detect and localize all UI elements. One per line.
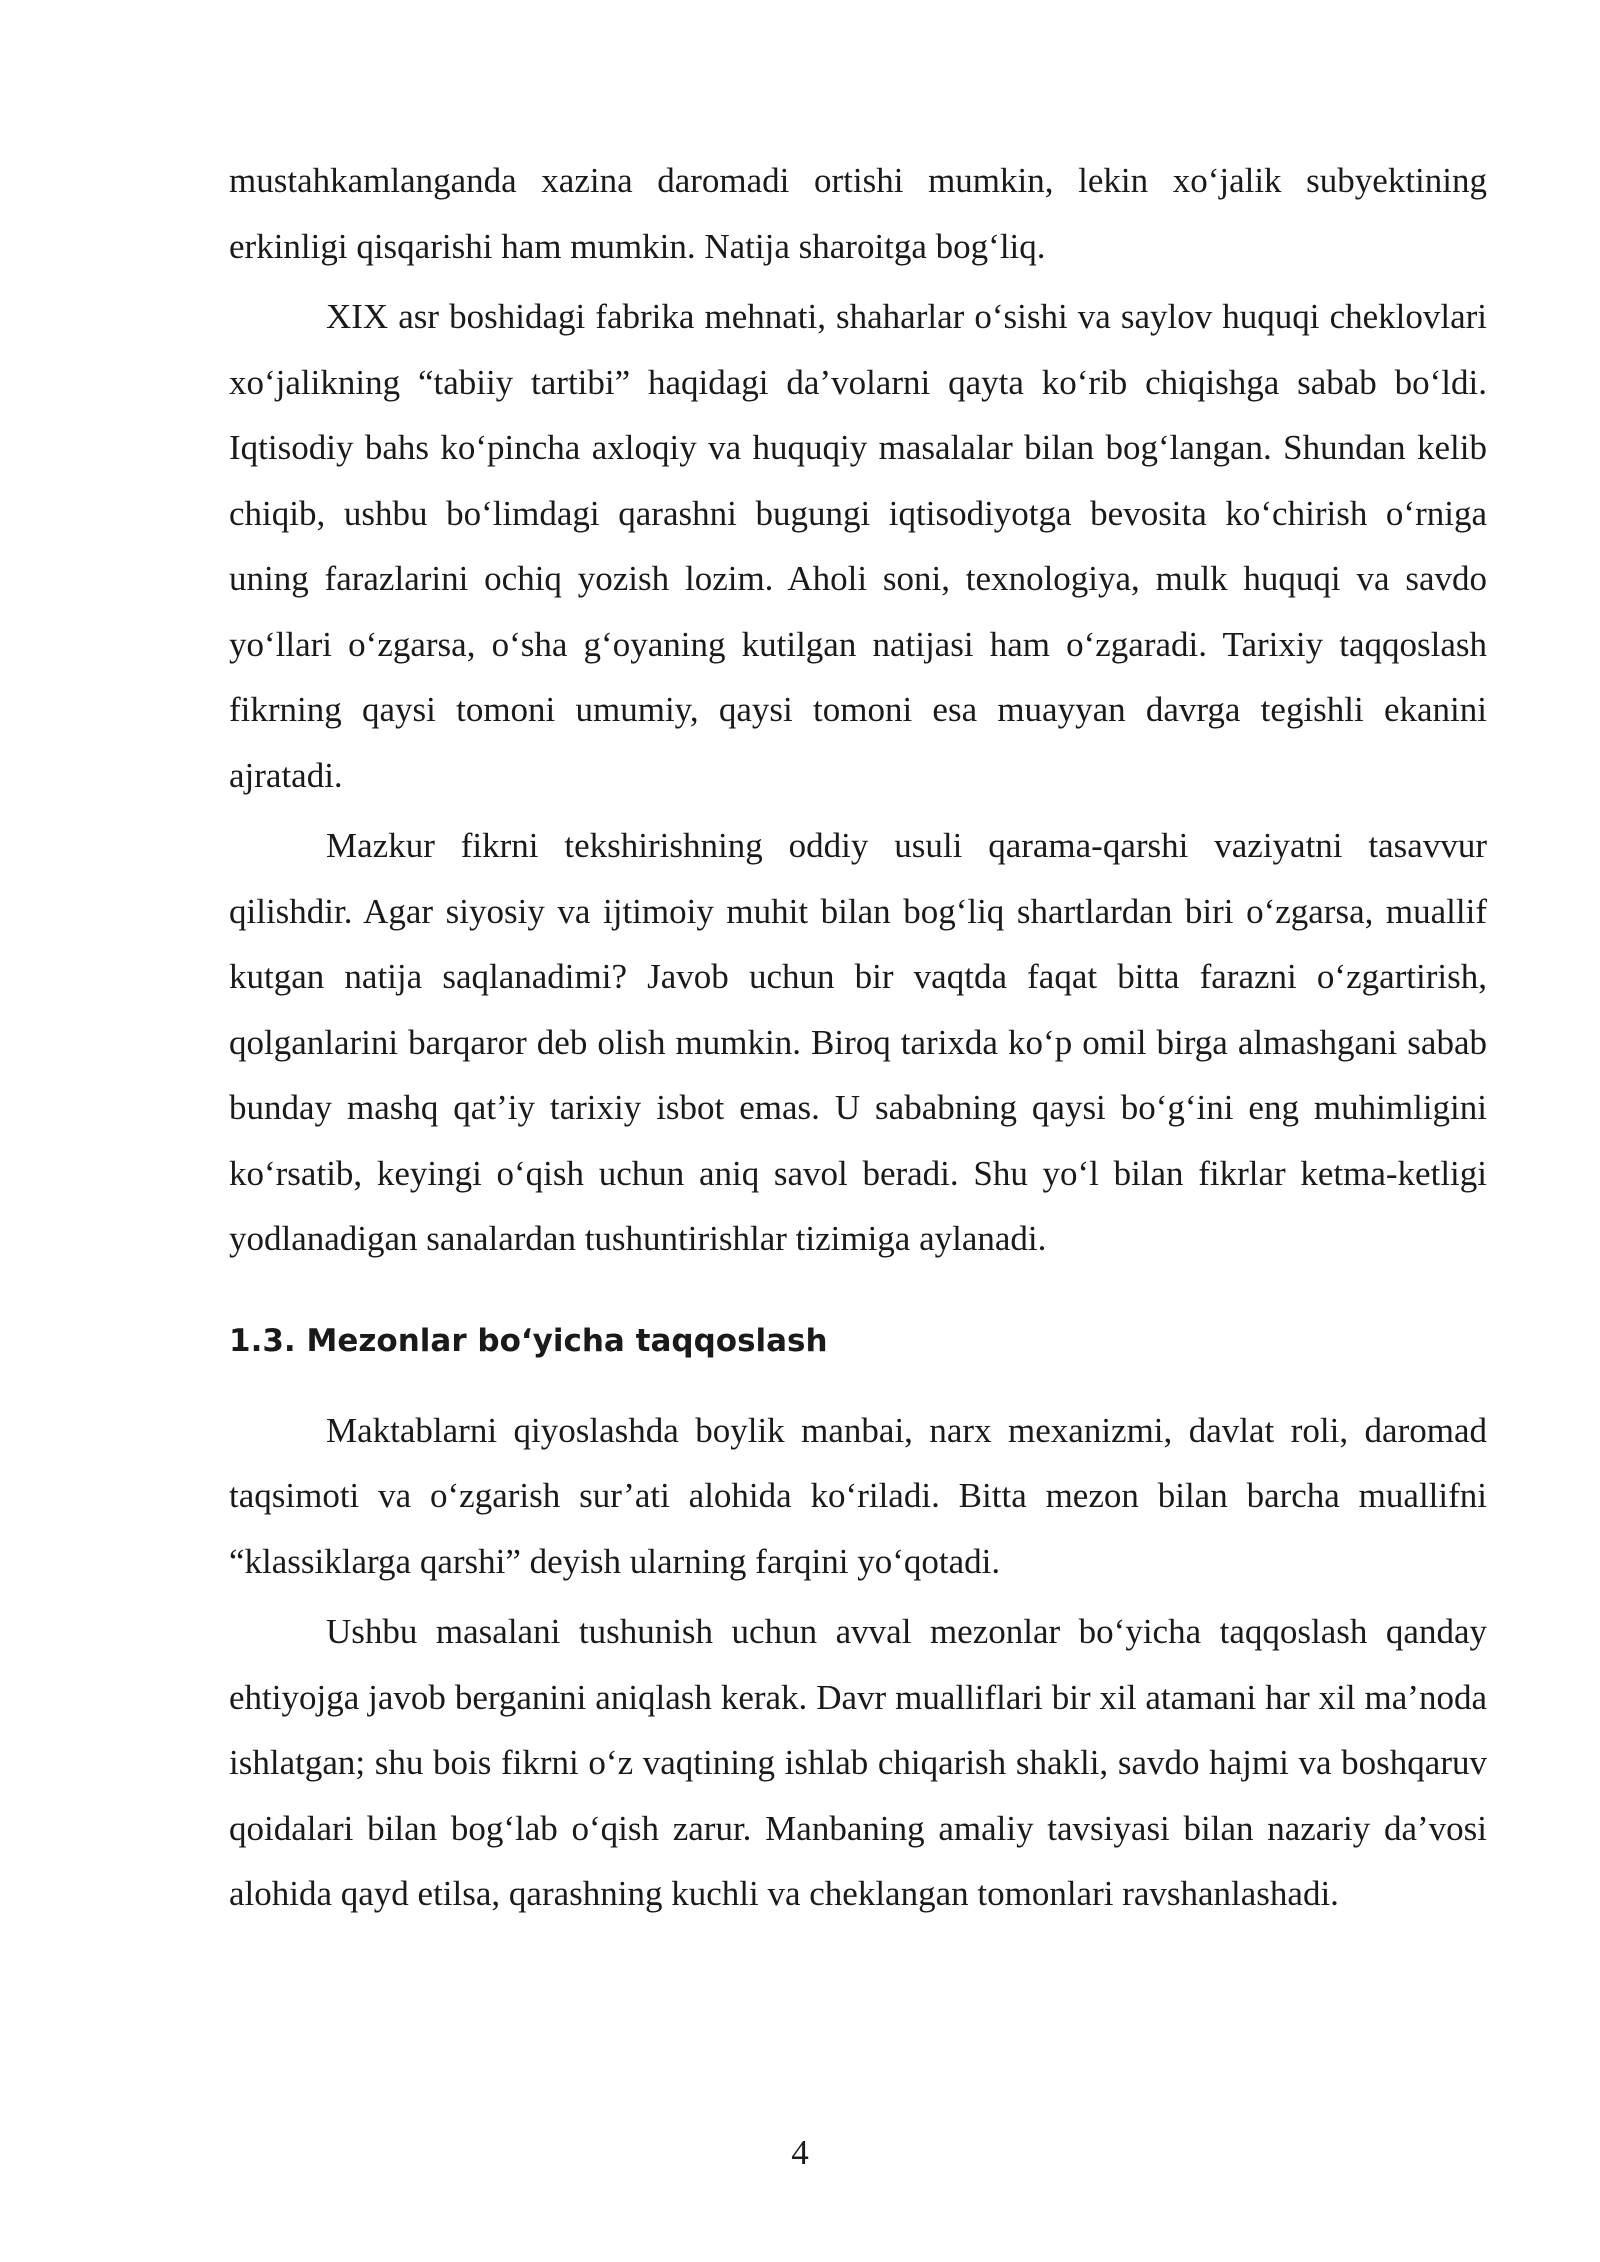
- paragraph-comparison-method: Ushbu masalani tushunish uchun avval mezonlar bo‘yicha taqqoslash qanday ehtiyojga javob berganini aniqlash kerak. Davr mualliflari bir xil atamani har xil ma’noda ishlatgan; shu bois fikrni o‘z vaqtining ishlab chiqarish shakli, savdo hajmi va boshqaruv qoidalari bilan bog‘lab o‘qish zarur. Manbaning amaliy tavsiyasi bilan nazariy da’vosi alohida qayd etilsa, qarashning kuchli va cheklangan tomonlari ravshanlashadi.: [229, 1612, 1487, 1913]
- paragraph-criteria: Maktablarni qiyoslashda boylik manbai, narx mexanizmi, davlat roli, daromad taqsimoti va o‘zgarish sur’ati alohida ko‘riladi. Bitta mezon bilan barcha muallifni “klassiklarga qarshi” deyish ularning farqini yo‘qotadi.: [229, 1410, 1487, 1581]
- paragraph-counterfactual: Mazkur fikrni tekshirishning oddiy usuli qarama-qarshi vaziyatni tasavvur qilishdir. Agar siyosiy va ijtimoiy muhit bilan bog‘liq shartlardan biri o‘zgarsa, muallif kutgan natija saqlanadimi? Javob uchun bir vaqtda faqat bitta farazni o‘zgartirish, qolganlarini barqaror deb olish mumkin. Biroq tarixda ko‘p omil birga almashgani sabab bunday mashq qat’iy tarixiy isbot emas. U sababning qaysi bo‘g‘ini eng muhimligini ko‘rsatib, keyingi o‘qish uchun aniq savol beradi. Shu yo‘l bilan fikrlar ketma-ketligi yodlanadigan sanalardan tushuntirishlar tizimiga aylanadi.: [229, 826, 1487, 1258]
- document-page: [229, 148, 1487, 1927]
- paragraph-continued: mustahkamlanganda xazina daromadi ortishi mumkin, lekin xo‘jalik subyektining erkinligi qisqarishi ham mumkin. Natija sharoitga bog‘liq.: [229, 161, 1487, 266]
- section-heading: 1.3. Mezonlar bo‘yicha taqqoslash: [229, 1322, 828, 1359]
- page-number: 4: [791, 2133, 809, 2172]
- paragraph-historical-context: XIX asr boshidagi fabrika mehnati, shaharlar o‘sishi va saylov huquqi cheklovlari xo‘jalikning “tabiiy tartibi” haqidagi da’volarni qayta ko‘rib chiqishga sabab bo‘ldi. Iqtisodiy bahs ko‘pincha axloqiy va huquqiy masalalar bilan bog‘langan. Shundan kelib chiqib, ushbu bo‘limdagi qarashni bugungi iqtisodiyotga bevosita ko‘chirish o‘rniga uning farazlarini ochiq yozish lozim. Aholi soni, texnologiya, mulk huquqi va savdo yo‘llari o‘zgarsa, o‘sha g‘oyaning kutilgan natijasi ham o‘zgaradi. Tarixiy taqqoslash fikrning qaysi tomoni umumiy, qaysi tomoni esa muayyan davrga tegishli ekanini ajratadi.: [229, 297, 1487, 795]
